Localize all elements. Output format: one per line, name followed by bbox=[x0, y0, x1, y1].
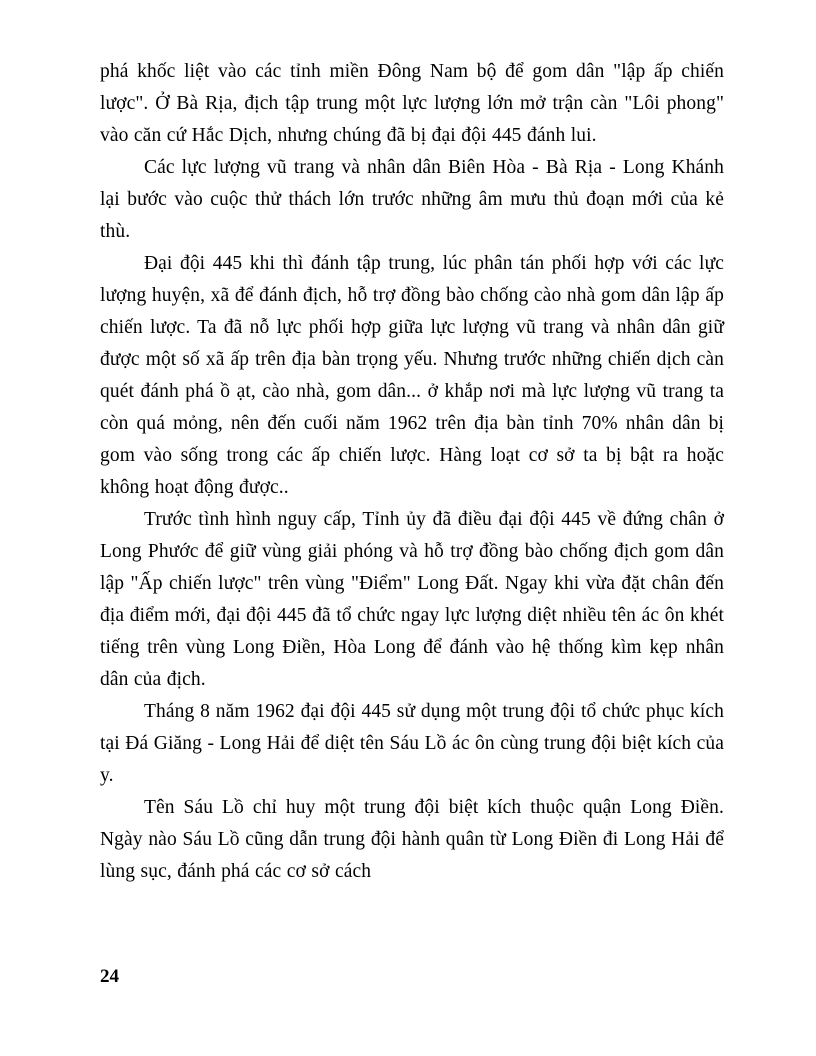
page-body-text bbox=[100, 56, 724, 888]
paragraph: Các lực lượng vũ trang và nhân dân Biên Hòa - Bà Rịa - Long Khánh lại bước vào cuộc thử thách lớn trước những âm mưu thủ đoạn mới của kẻ thù. bbox=[100, 157, 724, 242]
paragraph: Tên Sáu Lồ chỉ huy một trung đội biệt kích thuộc quận Long Điền. Ngày nào Sáu Lồ cũng dẫn trung đội hành quân từ Long Điền đi Long Hải để lùng sục, đánh phá các cơ sở cách bbox=[100, 797, 724, 882]
page-number: 24 bbox=[100, 966, 119, 987]
paragraph: Đại đội 445 khi thì đánh tập trung, lúc phân tán phối hợp với các lực lượng huyện, xã để đánh địch, hỗ trợ đồng bào chống cào nhà gom dân lập ấp chiến lược. Ta đã nỗ lực phối hợp giữa lực lượng vũ trang và nhân dân giữ được một số xã ấp trên địa bàn trọng yếu. Nhưng trước những chiến dịch càn quét đánh phá ồ ạt, cào nhà, gom dân... ở khắp nơi mà lực lượng vũ trang ta còn quá mỏng, nên đến cuối năm 1962 trên địa bàn tỉnh 70% nhân dân bị gom vào sống trong các ấp chiến lược. Hàng loạt cơ sở ta bị bật ra hoặc không hoạt động được.. bbox=[100, 253, 724, 498]
paragraph: phá khốc liệt vào các tỉnh miền Đông Nam bộ để gom dân "lập ấp chiến lược". Ở Bà Rịa, địch tập trung một lực lượng lớn mở trận càn "Lôi phong" vào căn cứ Hắc Dịch, nhưng chúng đã bị đại đội 445 đánh lui. bbox=[100, 61, 724, 146]
paragraph: Trước tình hình nguy cấp, Tỉnh ủy đã điều đại đội 445 về đứng chân ở Long Phước để giữ vùng giải phóng và hỗ trợ đồng bào chống địch gom dân lập "Ấp chiến lược" trên vùng "Điểm" Long Đất. Ngay khi vừa đặt chân đến địa điểm mới, đại đội 445 đã tổ chức ngay lực lượng diệt nhiều tên ác ôn khét tiếng trên vùng Long Điền, Hòa Long để đánh vào hệ thống kìm kẹp nhân dân của địch. bbox=[100, 509, 724, 690]
paragraph: Tháng 8 năm 1962 đại đội 445 sử dụng một trung đội tổ chức phục kích tại Đá Giăng - Long Hải để diệt tên Sáu Lồ ác ôn cùng trung đội biệt kích của y. bbox=[100, 701, 724, 786]
